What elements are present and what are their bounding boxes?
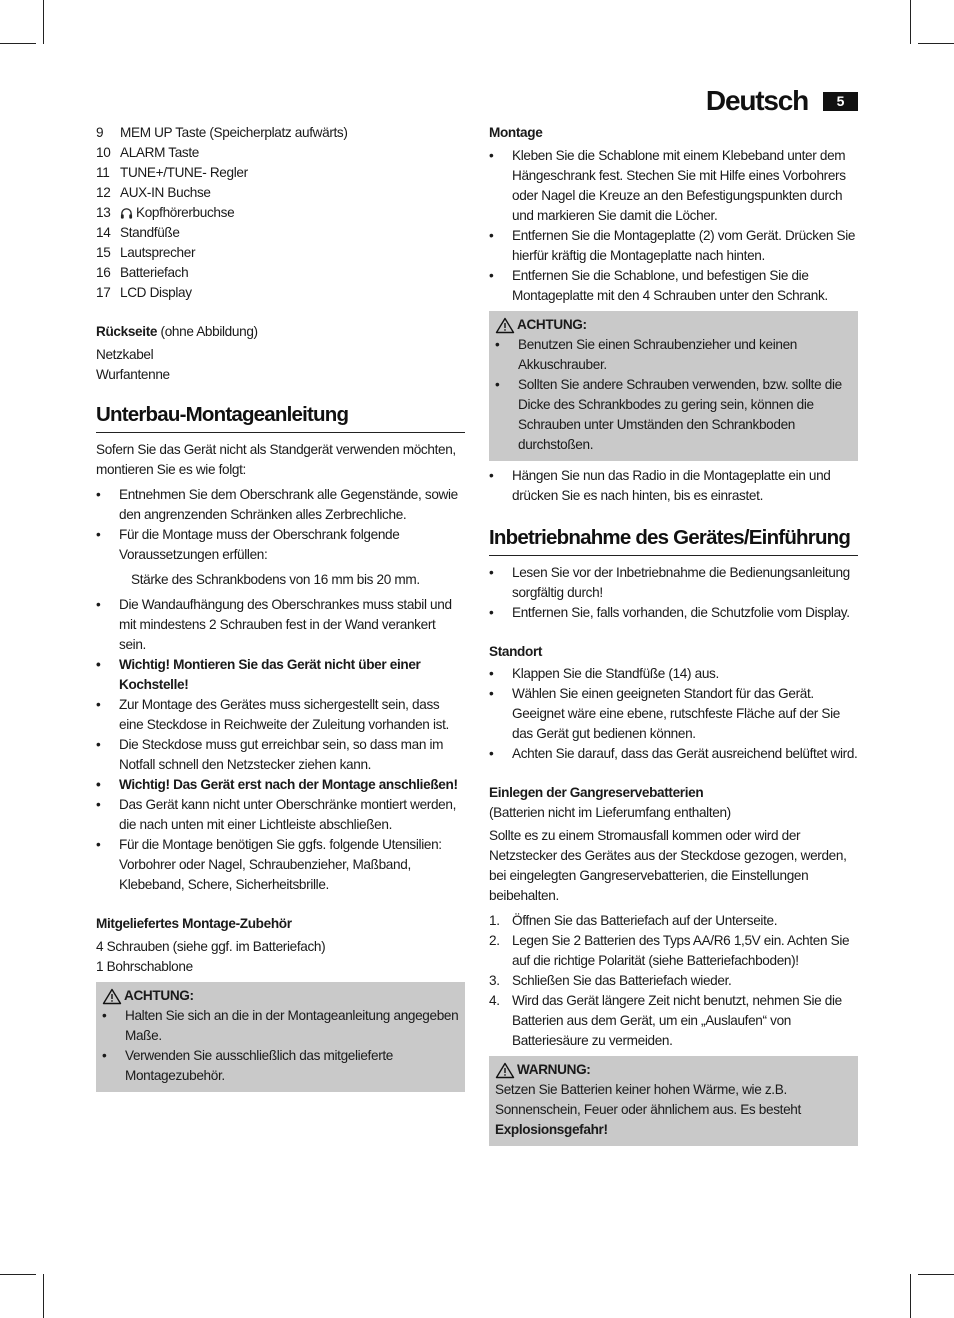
- crop-mark: [910, 1274, 911, 1318]
- intro-paragraph: Sofern Sie das Gerät nicht als Standgerät verwenden möchten, montieren Sie es wie folgt:: [96, 442, 456, 477]
- crop-mark: [0, 1274, 36, 1275]
- battery-steps: [489, 911, 858, 1051]
- list-item: 2. Legen Sie 2 Batterien des Typs AA/R6 1,5V ein. Achten Sie auf die richtige Polarität (siehe Batteriefachboden)!: [489, 933, 850, 968]
- warning-heading: ACHTUNG:: [102, 986, 459, 1006]
- warning-heading: WARNUNG:: [495, 1060, 852, 1080]
- warning-box: [489, 311, 858, 461]
- rueckseite-item: Wurfantenne: [96, 367, 170, 382]
- list-item: • Wichtig! Das Gerät erst nach der Montage anschließen!: [96, 777, 458, 792]
- batteries-note: (Batterien nicht im Lieferumfang enthalten): [489, 805, 731, 820]
- crop-mark: [43, 0, 44, 44]
- list-item: • Für die Montage muss der Oberschrank folgende Voraussetzungen erfüllen:: [96, 527, 400, 562]
- list-item: • Die Steckdose muss gut erreichbar sein, so dass man im Notfall schnell den Netzstecker ziehen kann.: [96, 737, 444, 772]
- list-item: • Die Wandaufhängung des Oberschrankes muss stabil und mit mindestens 2 Schrauben fest in der Wand verankert sein.: [96, 597, 452, 652]
- list-item: • Wichtig! Montieren Sie das Gerät nicht über einer Kochstelle!: [96, 657, 421, 692]
- list-item: • Entfernen Sie die Schablone, und befestigen Sie die Montageplatte mit den 4 Schrauben unter den Schrank.: [489, 268, 828, 303]
- list-item: • Wählen Sie einen geeigneten Standort für das Gerät. Geeignet wäre eine ebene, rutschfeste Fläche auf der Sie das Gerät gut bedienen können.: [489, 686, 841, 741]
- warning-list: [495, 335, 852, 455]
- right-column: [489, 123, 858, 1146]
- parts-list: [96, 123, 465, 303]
- headphones-icon: [120, 207, 133, 220]
- warning-text: Setzen Sie Batterien keiner hohen Wärme, wie z.B. Sonnenschein, Feuer oder ähnlichem aus. Es besteht Explosionsgefahr!: [495, 1082, 801, 1137]
- list-item: 14 Standfüße: [96, 225, 180, 240]
- bullet-list: [489, 466, 858, 506]
- list-item: 3. Schließen Sie das Batteriefach wieder.: [489, 973, 732, 988]
- list-item: 12 AUX-IN Buchse: [96, 185, 211, 200]
- warning-heading: ACHTUNG:: [495, 315, 852, 335]
- list-item: • Klappen Sie die Standfüße (14) aus.: [489, 666, 719, 681]
- list-item: • Benutzen Sie einen Schraubenzieher und keinen Akkuschrauber.: [495, 337, 797, 372]
- bullet-list: [96, 485, 465, 565]
- warning-triangle-icon: [495, 1062, 515, 1079]
- warning-list: [102, 1006, 459, 1086]
- section-title-unterbau: Unterbau-Montageanleitung: [96, 402, 465, 433]
- list-item: • Entfernen Sie die Montageplatte (2) vom Gerät. Drücken Sie hierfür kräftig die Montageplatte nach hinten.: [489, 228, 856, 263]
- standort-heading: Standort: [489, 644, 543, 659]
- requirement-text: Stärke des Schrankbodens von 16 mm bis 20 mm.: [131, 572, 420, 587]
- list-item: • Achten Sie darauf, dass das Gerät ausreichend belüftet wird.: [489, 746, 858, 761]
- rueckseite-item: Netzkabel: [96, 347, 154, 362]
- montage-list: [489, 146, 858, 306]
- crop-mark: [43, 1274, 44, 1318]
- list-item: • Das Gerät kann nicht unter Oberschränke montiert werden, die nach unten mit einer Lichtleiste abschließen.: [96, 797, 457, 832]
- left-column: [96, 123, 465, 1092]
- warning-triangle-icon: [495, 317, 515, 334]
- zubehoer-item: 4 Schrauben (siehe ggf. im Batteriefach): [96, 939, 326, 954]
- standort-list: [489, 664, 858, 764]
- warning-box: [489, 1056, 858, 1146]
- list-item: • Lesen Sie vor der Inbetriebnahme die Bedienungsanleitung sorgfältig durch!: [489, 565, 850, 600]
- list-item: 4. Wird das Gerät längere Zeit nicht benutzt, nehmen Sie die Batterien aus dem Gerät, um ein „Auslaufen“ von Batteriesäure zu vermeiden.: [489, 993, 842, 1048]
- list-item: 13 Kopfhörerbuchse: [96, 205, 235, 220]
- warning-triangle-icon: [102, 988, 122, 1005]
- page-title: Deutsch: [705, 85, 808, 116]
- list-item: • Halten Sie sich an die in der Montageanleitung angegeben Maße.: [102, 1008, 459, 1043]
- crop-mark: [918, 1274, 954, 1275]
- warning-box: [96, 982, 465, 1092]
- list-item: • Für die Montage benötigen Sie ggfs. folgende Utensilien: Vorbohrer oder Nagel, Schraubenzieher, Maßband, Klebeband, Schere, Sicherheitsbrille.: [96, 837, 442, 892]
- crop-mark: [918, 43, 954, 44]
- list-item: • Hängen Sie nun das Radio in die Montageplatte ein und drücken Sie es nach hinten, bis es einrastet.: [489, 468, 831, 503]
- list-item: 17 LCD Display: [96, 285, 192, 300]
- list-item: • Entnehmen Sie dem Oberschrank alle Gegenstände, sowie den angrenzenden Schränken alles Zerbrechliche.: [96, 487, 458, 522]
- list-item: 9 MEM UP Taste (Speicherplatz aufwärts): [96, 125, 348, 140]
- list-item: • Zur Montage des Gerätes muss sichergestellt sein, dass eine Steckdose in Reichweite der Zuleitung vorhanden ist.: [96, 697, 449, 732]
- list-item: 15 Lautsprecher: [96, 245, 196, 260]
- zubehoer-item: 1 Bohrschablone: [96, 959, 193, 974]
- list-item: • Kleben Sie die Schablone mit einem Klebeband unter dem Hängeschrank fest. Stechen Sie mit Hilfe eines Vorbohrers oder Nagel die Kreuze an den Befestigungspunkten durch und markieren Sie damit die Löcher.: [489, 148, 846, 223]
- list-item: • Entfernen Sie, falls vorhanden, die Schutzfolie vom Display.: [489, 605, 850, 620]
- intro-list: [489, 563, 858, 623]
- rueckseite-heading: Rückseite (ohne Abbildung): [96, 324, 258, 339]
- list-item: 11 TUNE+/TUNE- Regler: [96, 165, 248, 180]
- batteries-intro: Sollte es zu einem Stromausfall kommen oder wird der Netzstecker des Gerätes aus der Steckdose gezogen, werden, bei eingelegten Gangreservebatterien, die Einstellungen beibehalten.: [489, 828, 847, 903]
- page-number: 5: [823, 92, 858, 111]
- list-item: • Sollten Sie andere Schrauben verwenden, bzw. sollte die Dicke des Schrankbodes zu gering sein, können die Schrauben unter Umständen den Schrankboden durchstoßen.: [495, 377, 842, 452]
- list-item: • Verwenden Sie ausschließlich das mitgelieferte Montagezubehör.: [102, 1048, 394, 1083]
- crop-mark: [910, 0, 911, 44]
- list-item: 1. Öffnen Sie das Batteriefach auf der Unterseite.: [489, 913, 778, 928]
- list-item: 16 Batteriefach: [96, 265, 189, 280]
- zubehoer-heading: Mitgeliefertes Montage-Zubehör: [96, 916, 292, 931]
- section-title-inbetriebnahme: Inbetriebnahme des Gerätes/Einführung: [489, 525, 858, 556]
- batteries-heading: Einlegen der Gangreservebatterien: [489, 785, 704, 800]
- montage-heading: Montage: [489, 125, 543, 140]
- bullet-list: [96, 595, 465, 895]
- list-item: 10 ALARM Taste: [96, 145, 200, 160]
- crop-mark: [0, 43, 36, 44]
